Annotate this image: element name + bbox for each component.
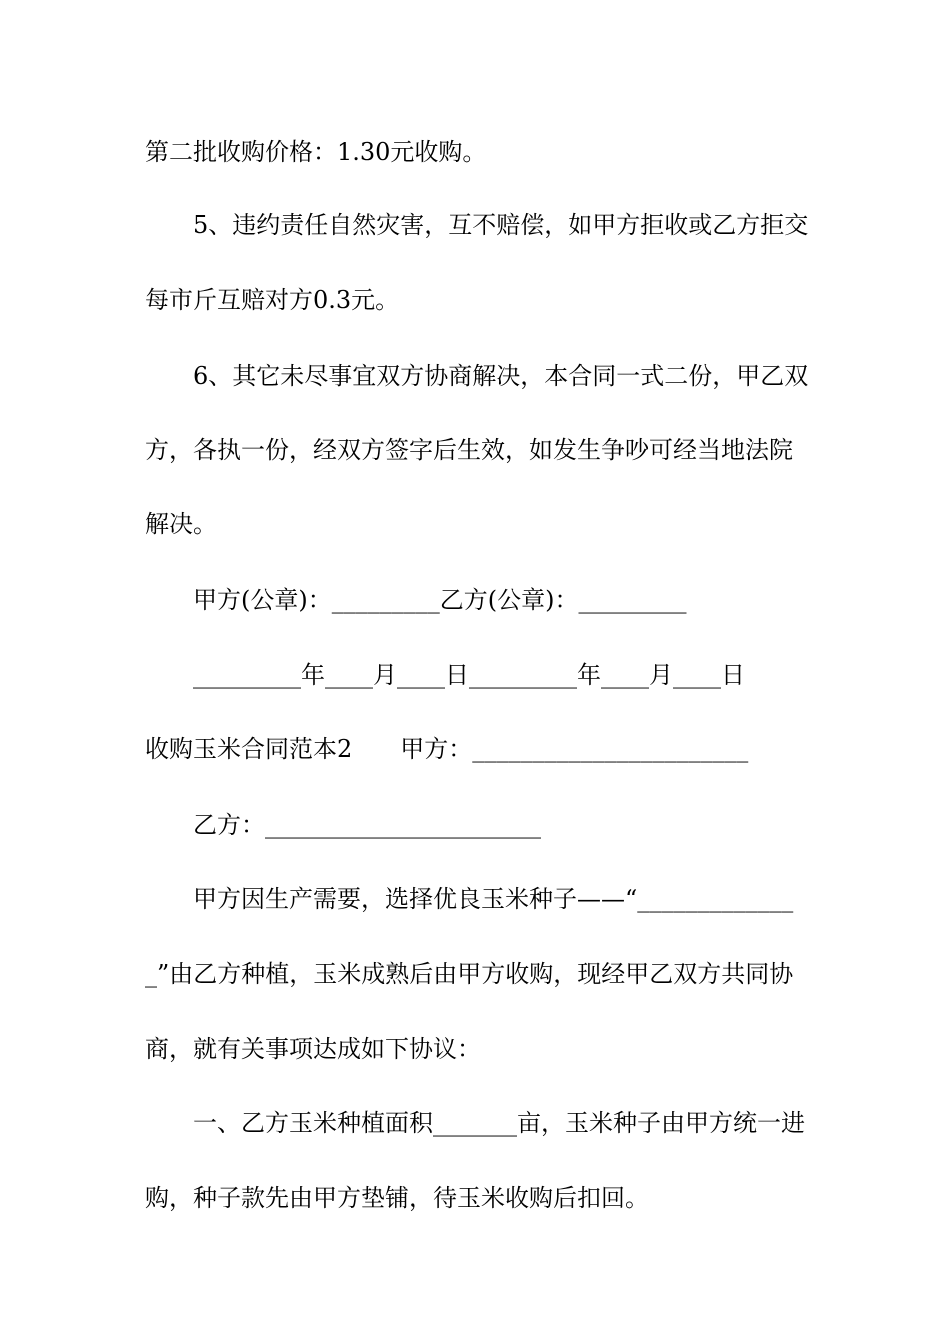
text-line: 第二批收购价格：1.30元收购。 bbox=[145, 138, 487, 166]
text-line: _”由乙方种植，玉米成熟后由甲方收购，现经甲乙双方共同协 bbox=[145, 960, 794, 988]
text-line: 每市斤互赔对方0.3元。 bbox=[145, 286, 400, 314]
text-line: 甲方因生产需要，选择优良玉米种子——“_____________ bbox=[193, 885, 794, 913]
text-line: 解决。 bbox=[145, 510, 217, 538]
text-line: 商，就有关事项达成如下协议： bbox=[145, 1035, 481, 1063]
date-line: _________年____月____日_________年____月____日 bbox=[193, 661, 745, 689]
text-line: 6、其它未尽事宜双方协商解决，本合同一式二份，甲乙双 bbox=[193, 362, 809, 390]
section-heading: 收购玉米合同范本2 甲方：_______________________ bbox=[145, 735, 749, 763]
signature-line: 甲方(公章)：_________乙方(公章)：_________ bbox=[193, 586, 687, 614]
text-line: 一、乙方玉米种植面积_______亩，玉米种子由甲方统一进 bbox=[193, 1109, 805, 1137]
text-line: 购，种子款先由甲方垫铺，待玉米收购后扣回。 bbox=[145, 1184, 649, 1212]
party-line: 乙方：_______________________ bbox=[193, 811, 541, 839]
text-line: 5、违约责任自然灾害，互不赔偿，如甲方拒收或乙方拒交 bbox=[193, 211, 809, 239]
text-line: 方，各执一份，经双方签字后生效，如发生争吵可经当地法院 bbox=[145, 436, 793, 464]
